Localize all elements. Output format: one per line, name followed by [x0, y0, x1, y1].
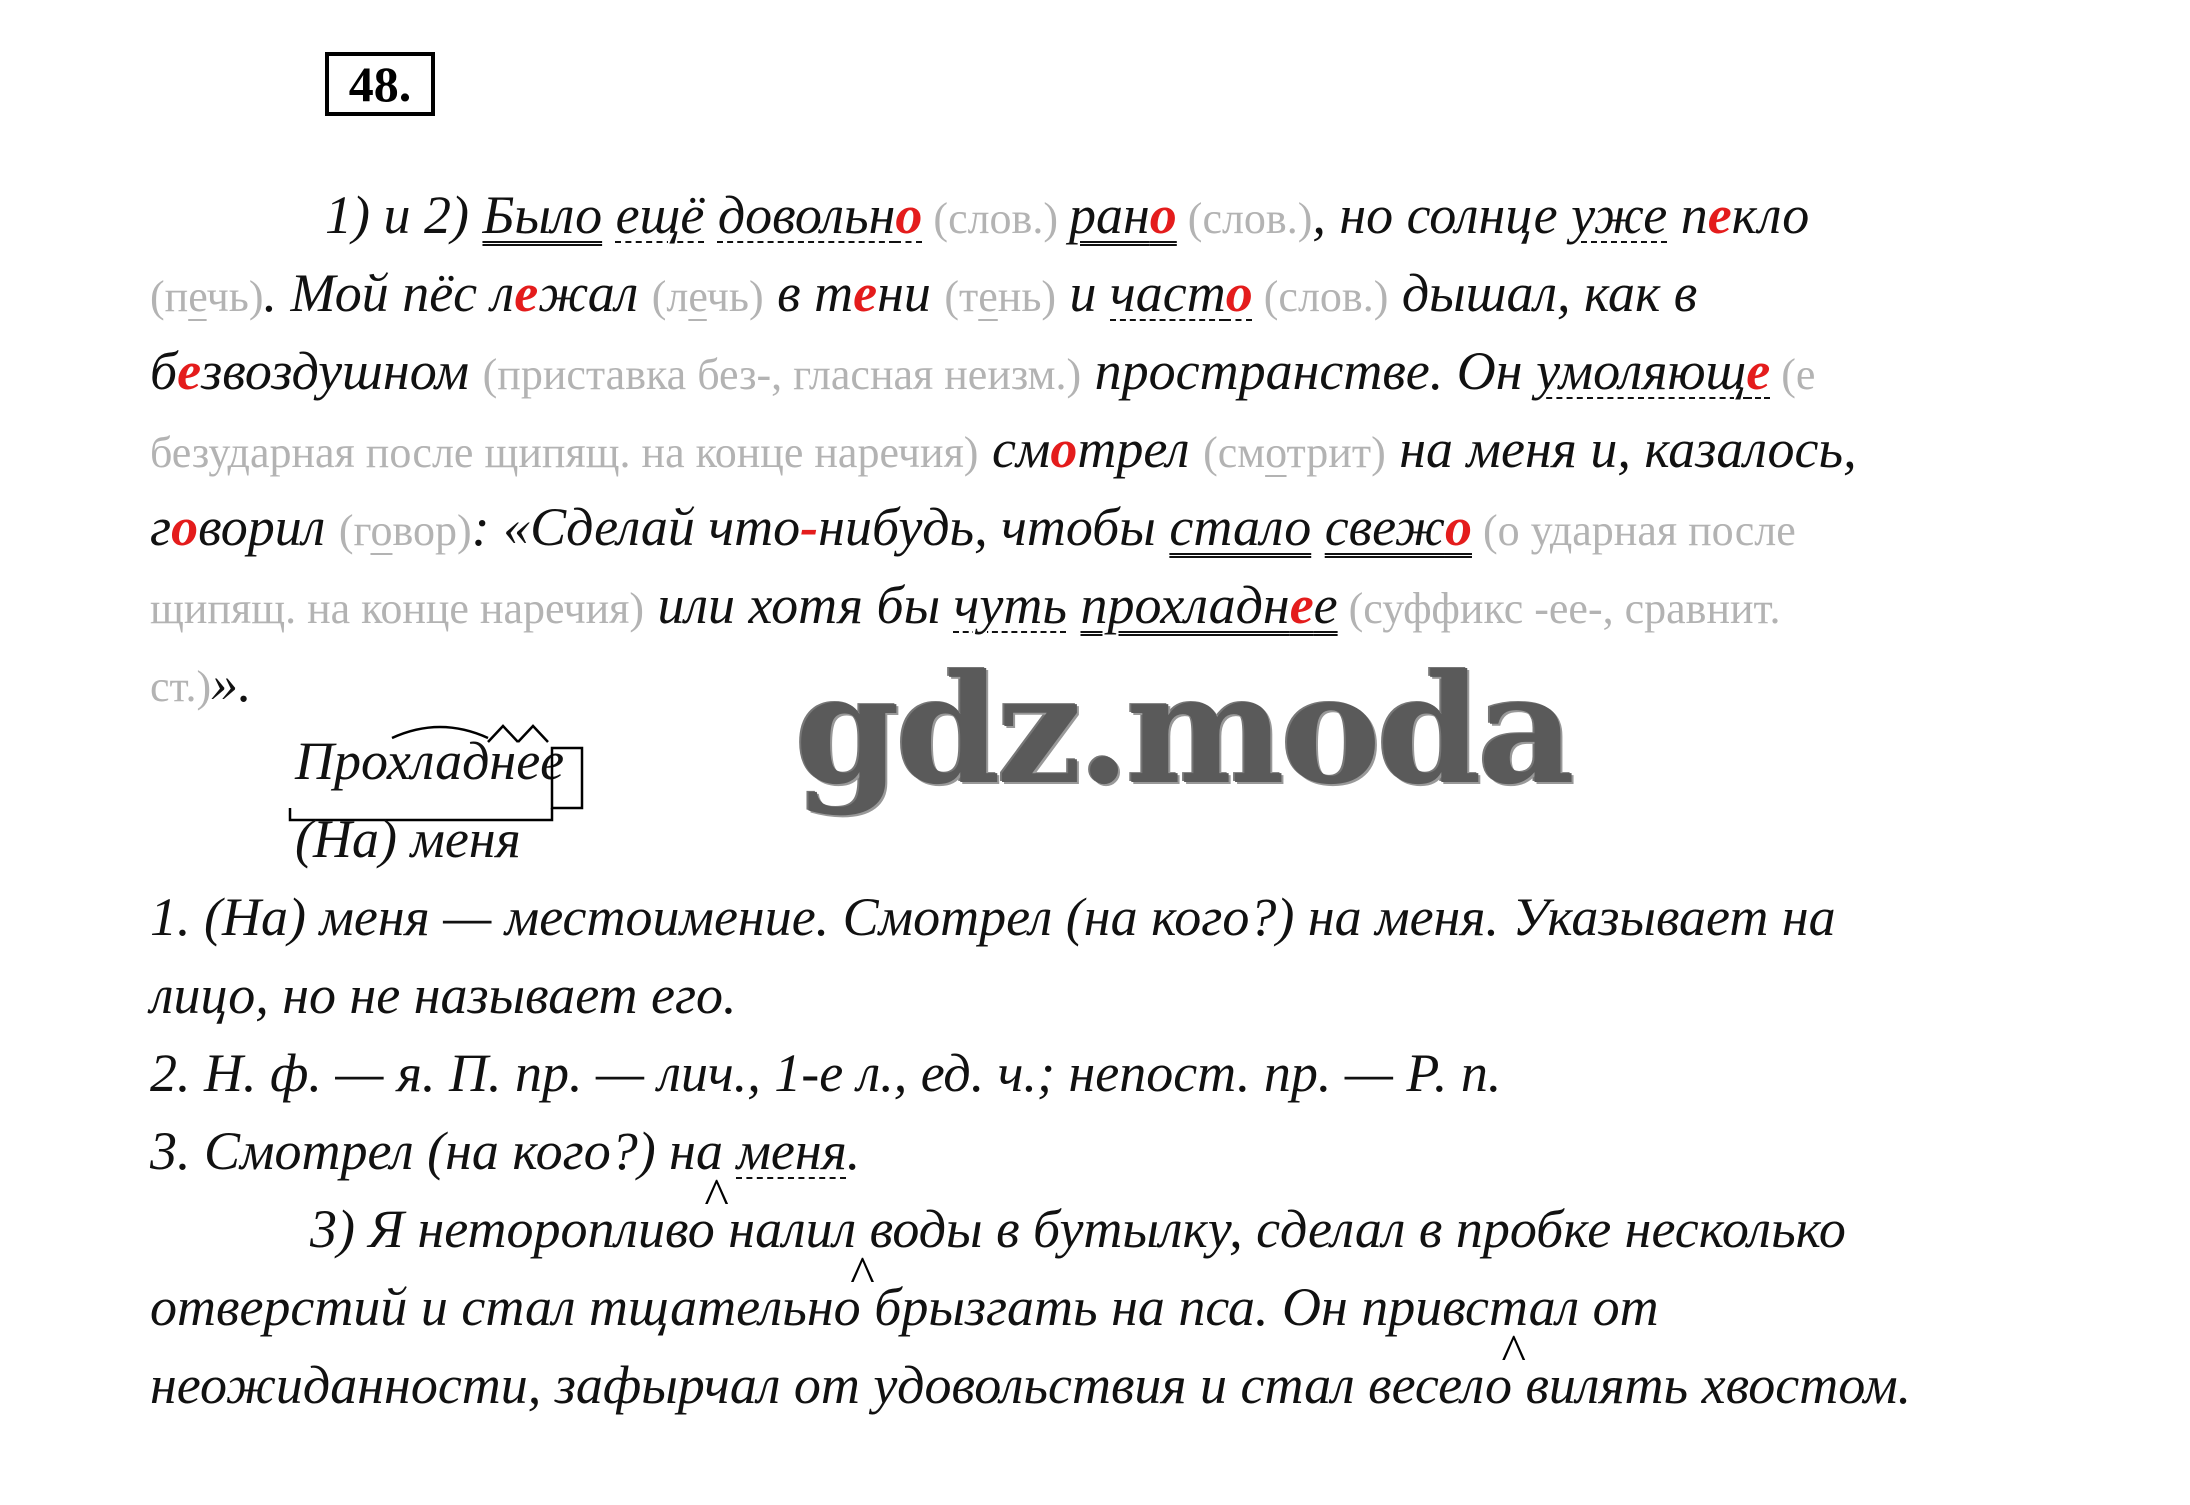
- para1-line7: [150, 648, 252, 722]
- text: и: [1056, 263, 1111, 323]
- highlight-letter: о: [895, 185, 923, 245]
- text: нибудь, чтобы: [818, 497, 1170, 557]
- word-rano: ран: [1069, 185, 1150, 245]
- watermark: gdz.moda: [795, 642, 1572, 818]
- note: вор): [392, 506, 472, 555]
- parse-point-2: 2. Н. ф. — я. П. пр. — лич., 1-е л., ед. ч.; непост. пр. — Р. п.: [150, 1043, 1502, 1103]
- text: вилять хвостом.: [1511, 1355, 1912, 1415]
- para1-line2: [150, 258, 1697, 332]
- text: б: [150, 341, 178, 401]
- note: чь): [706, 272, 764, 321]
- word-svezho: свеж: [1324, 497, 1445, 557]
- word-uzhe: уже: [1571, 185, 1668, 245]
- word-eshche: ещё: [615, 185, 705, 245]
- note: нь): [997, 272, 1057, 321]
- note: (е: [1770, 350, 1816, 399]
- note: безударная после щипящ. на конце наречия): [150, 428, 979, 477]
- note-letter: о: [1265, 428, 1287, 477]
- ending-box: [552, 748, 582, 808]
- parse-title: (На) меня: [295, 809, 521, 869]
- note: (т: [944, 272, 979, 321]
- text: см: [978, 419, 1051, 479]
- note: (п: [150, 272, 189, 321]
- note: (слов.): [1252, 272, 1389, 321]
- text: ворил: [198, 497, 339, 557]
- para1-line6: [150, 570, 1780, 644]
- highlight-letter: е: [853, 263, 878, 323]
- text: отверстий и стал тщательно ^: [150, 1277, 861, 1337]
- highlight-letter: е: [1746, 341, 1771, 401]
- highlight-letter: е: [177, 341, 202, 401]
- text: .: [846, 1121, 861, 1181]
- suffix-mark: [518, 726, 548, 742]
- word-umolyayushche: умоляющ: [1536, 341, 1747, 401]
- parse-point-1: 1. (На) меня — местоимение. Смотрел (на кого?) на меня. Указывает на: [150, 887, 1836, 947]
- text: . Мой пёс л: [263, 263, 515, 323]
- highlight-dash: -: [800, 497, 819, 557]
- root-arc: [392, 727, 488, 738]
- note: (г: [338, 506, 371, 555]
- text: 3. Смотрел (на кого?) на: [150, 1121, 737, 1181]
- note: ст.): [150, 662, 212, 711]
- para1-line1: [325, 180, 1809, 254]
- note: (см: [1203, 428, 1266, 477]
- text: кло: [1731, 185, 1810, 245]
- para1-line4: [150, 414, 1857, 488]
- suffix-mark: [488, 726, 518, 742]
- note-letter: е: [688, 272, 707, 321]
- note: щипящ. на конце наречия): [150, 584, 645, 633]
- exercise-number: 48.: [325, 52, 435, 116]
- note: чь): [206, 272, 264, 321]
- para1-line3: [150, 336, 1815, 410]
- para3-line2: [150, 1272, 1659, 1342]
- para3-line3: [150, 1350, 1911, 1420]
- text: звоздушном: [201, 341, 483, 401]
- note: (приставка без-, гласная неизм.): [482, 350, 1082, 399]
- text: 1) и 2): [325, 185, 483, 245]
- highlight-letter: о: [171, 497, 199, 557]
- parse-point-3: [150, 1116, 860, 1186]
- note-letter: е: [978, 272, 998, 321]
- word-chasto: част: [1110, 263, 1226, 323]
- highlight-letter: о: [1050, 419, 1078, 479]
- note-letter: е: [188, 272, 207, 321]
- text: неожиданности, зафырчал от удовольствия и стал весело ^: [150, 1355, 1512, 1415]
- text: е: [1313, 575, 1338, 635]
- para1-line5: [150, 492, 1796, 566]
- text: жал: [538, 263, 652, 323]
- word-menya: меня: [736, 1121, 847, 1181]
- text: дышал, как в: [1388, 263, 1698, 323]
- text: на меня и, казалось,: [1385, 419, 1857, 479]
- text: или хотя бы: [644, 575, 954, 635]
- highlight-letter: о: [1149, 185, 1177, 245]
- highlight-letter: е: [1707, 185, 1732, 245]
- text: в т: [763, 263, 854, 323]
- text: ».: [211, 653, 252, 713]
- note: (л: [651, 272, 689, 321]
- text: , но солнце: [1312, 185, 1572, 245]
- morphemic-word: Прохладнее: [295, 731, 565, 791]
- text: 3) Я неторопливо ^: [310, 1199, 715, 1259]
- word-prokhladnee: прохладн: [1080, 575, 1290, 635]
- note: (суффикс -ее-, сравнит.: [1337, 584, 1781, 633]
- word-bylo: Было: [482, 185, 603, 245]
- text: п: [1667, 185, 1708, 245]
- text: трел: [1077, 419, 1204, 479]
- text: ни: [877, 263, 945, 323]
- highlight-letter: е: [1289, 575, 1314, 635]
- highlight-letter: о: [1225, 263, 1253, 323]
- word-stalo: стало: [1169, 497, 1312, 557]
- note: (о ударная после: [1471, 506, 1796, 555]
- note-letter: о: [370, 506, 393, 555]
- note: (слов.): [922, 194, 1069, 243]
- word-chut: чуть: [953, 575, 1067, 635]
- text: пространстве. Он: [1081, 341, 1537, 401]
- text: брызгать на пса. Он привстал от: [860, 1277, 1659, 1337]
- text: : «Сделай что: [471, 497, 801, 557]
- word-dovolno: довольн: [717, 185, 896, 245]
- highlight-letter: е: [514, 263, 539, 323]
- text: налил воды в бутылку, сделал в пробке несколько: [714, 1199, 1846, 1259]
- para3-line1: [310, 1194, 1846, 1264]
- note: трит): [1286, 428, 1386, 477]
- highlight-letter: о: [1444, 497, 1472, 557]
- text: г: [150, 497, 172, 557]
- parse-point-1-cont: лицо, но не называет его.: [150, 965, 737, 1025]
- note: (слов.): [1176, 194, 1313, 243]
